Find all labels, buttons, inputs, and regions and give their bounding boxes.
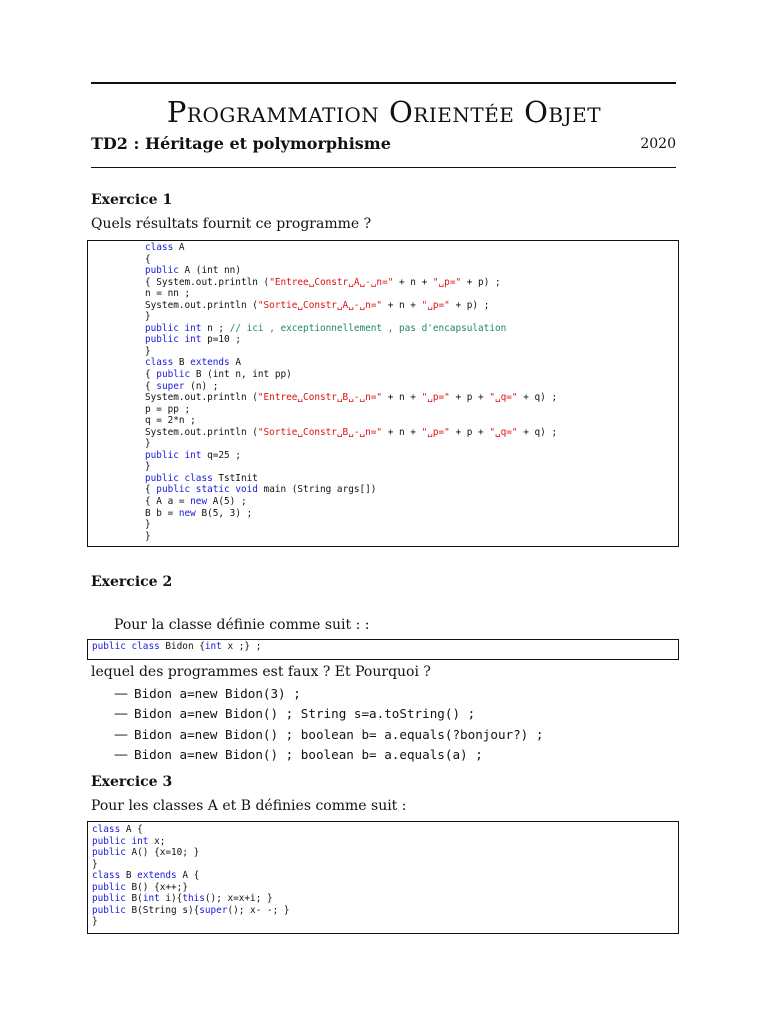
code-token: main (String args[]) [257, 484, 377, 496]
code-line [145, 334, 678, 346]
code-line [145, 519, 678, 531]
code-token: "Sortie␣Constr␣A␣-␣n=" [257, 299, 383, 311]
year-label: 2020 [640, 136, 676, 152]
code-token: A (int nn) [178, 265, 241, 277]
code-token: n = nn ; [145, 288, 191, 300]
code-token: "␣p=" [432, 276, 462, 288]
code-token: } [145, 530, 151, 542]
code-token: // ici , exceptionnellement , pas d'encapsulation [229, 322, 507, 334]
code-token: (); x- -; } [227, 904, 290, 916]
code-token: TstInit [212, 472, 258, 484]
code-token: new [178, 507, 196, 519]
code-token: class [145, 357, 174, 369]
code-token: this [182, 893, 205, 905]
code-token: + n + [382, 299, 422, 311]
code-token: + p) ; [449, 299, 490, 311]
code-line [145, 300, 678, 312]
code-token: A(5) ; [207, 496, 247, 508]
code-ex2-content [92, 641, 678, 653]
bottom-rule [91, 167, 676, 168]
code-line [92, 859, 678, 871]
code-line [92, 916, 678, 928]
code-block-ex2 [87, 639, 679, 660]
code-token: (n) ; [184, 380, 219, 392]
code-line [145, 531, 678, 543]
code-token: { [145, 253, 151, 265]
code-token: { [145, 380, 157, 392]
code-line [145, 381, 678, 393]
code-block-ex1 [87, 240, 679, 547]
code-token: "Entree␣Constr␣A␣-␣n=" [269, 276, 394, 288]
code-token: Bidon { [159, 641, 205, 652]
code-token: (); x=x+i; } [204, 893, 273, 905]
exercise-2-question: lequel des programmes est faux ? Et Pourquoi ? [91, 664, 431, 680]
dash-bullet: — [114, 746, 128, 763]
top-rule [91, 82, 676, 84]
code-token: B b = [145, 507, 179, 519]
code-token: class [145, 242, 174, 253]
list-item-code: Bidon a=new Bidon() ; String s=a.toString() ; [134, 706, 476, 722]
page-title: Programmation Orientée Objet [166, 95, 602, 129]
code-token: } [145, 461, 151, 473]
code-token: System.out.println ( [145, 392, 258, 404]
code-token: + q) ; [517, 426, 558, 438]
code-line [145, 461, 678, 473]
exercise-3-heading: Exercice 3 [91, 774, 173, 790]
code-ex3-content [92, 824, 678, 928]
list-item-code: Bidon a=new Bidon() ; boolean b= a.equals(a) ; [134, 746, 483, 762]
code-token: public [92, 893, 126, 905]
code-token: public [156, 369, 191, 381]
code-token: System.out.println ( [145, 299, 258, 311]
code-token: B() {x++;} [125, 881, 188, 893]
code-token: B (int n, int pp) [190, 369, 292, 381]
code-token: + n + [393, 276, 433, 288]
code-token: } [145, 438, 151, 450]
code-token: public int [145, 322, 202, 334]
code-token: extends [137, 870, 177, 882]
code-token: x; [148, 835, 166, 847]
code-token: super [156, 380, 185, 392]
code-token: B(5, 3) ; [195, 507, 253, 519]
code-line [92, 847, 678, 859]
code-token: "Entree␣Constr␣B␣-␣n=" [257, 392, 383, 404]
code-line [92, 882, 678, 894]
code-token: { [145, 484, 157, 496]
td-subtitle: TD2 : Héritage et polymorphisme [91, 134, 391, 153]
code-block-ex3 [87, 821, 679, 934]
code-token: public [92, 881, 126, 893]
code-token: "␣q=" [489, 392, 518, 404]
code-token: + p + [449, 392, 490, 404]
code-token: p=10 ; [201, 334, 241, 346]
code-line [145, 496, 678, 508]
code-line [145, 357, 678, 369]
code-token: "Sortie␣Constr␣B␣-␣n=" [257, 426, 383, 438]
code-token: public int [92, 835, 149, 847]
code-line [145, 277, 678, 289]
list-item-code: Bidon a=new Bidon() ; boolean b= a.equals(?bonjour?) ; [134, 726, 544, 742]
code-token: class [92, 870, 121, 882]
code-token: int [142, 893, 160, 905]
code-token: } [92, 916, 98, 928]
code-line [145, 473, 678, 485]
dash-bullet: — [114, 706, 128, 723]
exercise-3-intro: Pour les classes A et B définies comme suit : [91, 798, 407, 814]
code-token: } [145, 311, 151, 323]
code-token: public [92, 904, 126, 916]
code-token: public [92, 847, 126, 859]
code-token: super [199, 904, 228, 916]
code-line [92, 893, 678, 905]
code-line [145, 254, 678, 266]
code-line [145, 346, 678, 358]
code-token: + q) ; [517, 392, 558, 404]
code-token: p = pp ; [145, 403, 191, 415]
list-item-code: Bidon a=new Bidon(3) ; [134, 686, 301, 701]
code-line [92, 870, 678, 882]
code-line [145, 404, 678, 416]
code-token: q=25 ; [201, 449, 241, 461]
code-line [145, 450, 678, 462]
code-token: B( [125, 893, 143, 905]
code-token: "␣q=" [489, 426, 518, 438]
code-line [145, 438, 678, 450]
code-line [145, 427, 678, 439]
code-token: i){ [159, 893, 183, 905]
code-token: A { [176, 870, 200, 882]
code-line [145, 323, 678, 335]
code-token: n ; [201, 322, 230, 334]
code-token: public [145, 265, 179, 277]
code-token: extends [190, 357, 230, 369]
code-line [145, 265, 678, 277]
code-line [145, 242, 678, 254]
code-token: { System.out.println ( [145, 276, 270, 288]
code-line [92, 641, 678, 653]
code-line [92, 836, 678, 848]
code-token: { [145, 369, 157, 381]
code-token: B(String s){ [125, 904, 200, 916]
code-token: class [92, 824, 121, 835]
code-token: q = 2*n ; [145, 415, 196, 427]
code-token: "␣p=" [421, 392, 450, 404]
exercise-2-list [114, 684, 543, 765]
dash-bullet: — [114, 726, 128, 743]
code-token: A [173, 242, 185, 253]
code-token: public static void [156, 484, 258, 496]
code-token: public class [92, 641, 160, 652]
code-token: + n + [382, 392, 422, 404]
exercise-1-prompt: Quels résultats fournit ce programme ? [91, 216, 372, 232]
code-line [145, 484, 678, 496]
exercise-2-heading: Exercice 2 [91, 574, 173, 590]
list-item [114, 684, 543, 704]
code-ex1-content [145, 242, 678, 542]
list-item [114, 725, 543, 745]
code-token: public int [145, 449, 202, 461]
code-token: B [120, 870, 138, 882]
code-token: } [145, 345, 151, 357]
code-line [145, 392, 678, 404]
list-item [114, 704, 543, 724]
code-token: int [204, 641, 222, 652]
code-line [145, 508, 678, 520]
code-token: B [173, 357, 191, 369]
code-token: { A a = [145, 496, 191, 508]
code-token: public class [145, 472, 213, 484]
code-line [92, 824, 678, 836]
exercise-1-heading: Exercice 1 [91, 192, 173, 208]
code-line [145, 369, 678, 381]
code-line [145, 311, 678, 323]
code-line [145, 288, 678, 300]
code-token: A { [120, 824, 143, 835]
code-token: } [145, 519, 151, 531]
exercise-2-intro: Pour la classe définie comme suit : : [114, 617, 370, 633]
code-line [145, 415, 678, 427]
code-token: public int [145, 334, 202, 346]
code-token: } [92, 858, 98, 870]
code-token: A [229, 357, 241, 369]
code-token: "␣p=" [421, 426, 450, 438]
dash-bullet: — [114, 686, 128, 702]
code-token: System.out.println ( [145, 426, 258, 438]
code-line [92, 905, 678, 917]
code-token: + n + [382, 426, 422, 438]
code-token: new [190, 496, 208, 508]
code-token: A() {x=10; } [125, 847, 200, 859]
list-item [114, 745, 543, 765]
code-token: x ;} ; [221, 641, 262, 652]
code-token: "␣p=" [421, 299, 450, 311]
code-token: + p) ; [461, 276, 501, 288]
code-token: + p + [449, 426, 490, 438]
